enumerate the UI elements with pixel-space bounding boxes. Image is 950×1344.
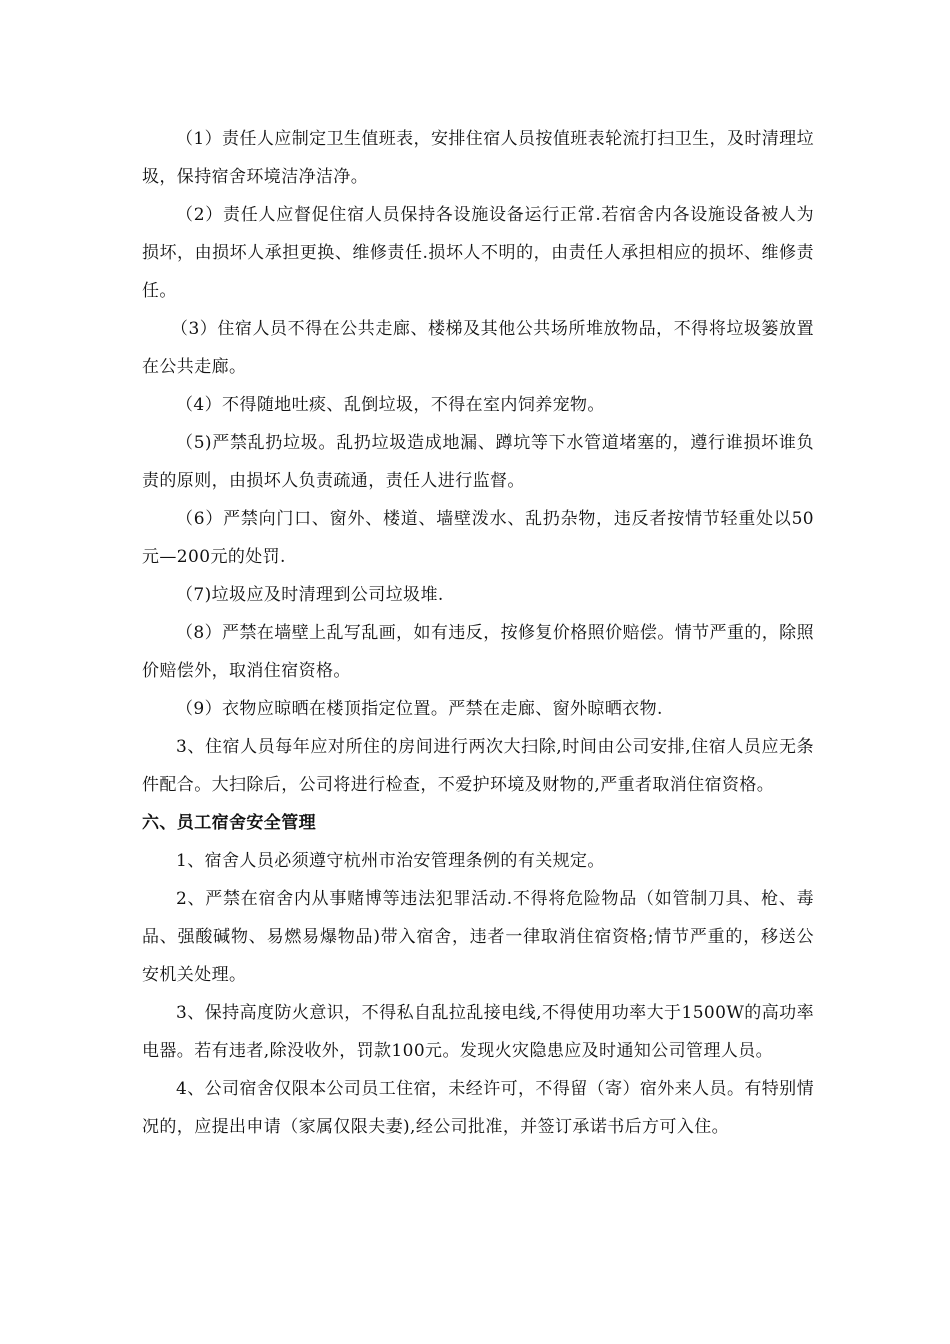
paragraph-facility-maintenance: （2）责任人应督促住宿人员保持各设施设备运行正常.若宿舍内各设施设备被人为损坏，由损坏人承担更换、维修责任.损坏人不明的，由责任人承担相应的损坏、维修责任。 bbox=[142, 205, 814, 301]
paragraph-fire-safety: 3、保持高度防火意识，不得私自乱拉乱接电线,不得使用功率大于1500W的高功率电器。若有违者,除没收外，罚款100元。发现火灾隐患应及时通知公司管理人员。 bbox=[142, 1003, 814, 1061]
paragraph-garbage-disposal: （7)垃圾应及时清理到公司垃圾堆. bbox=[176, 585, 444, 605]
paragraph-no-littering: （5)严禁乱扔垃圾。乱扔垃圾造成地漏、蹲坑等下水管道堵塞的，遵行谁损坏谁负责的原则，由损坏人负责疏通，责任人进行监督。 bbox=[142, 433, 814, 491]
paragraph-corridor-storage: （3）住宿人员不得在公共走廊、楼梯及其他公共场所堆放物品，不得将垃圾篓放置在公共走廊。 bbox=[142, 319, 814, 377]
paragraph-guest-policy: 4、公司宿舍仅限本公司员工住宿，未经许可，不得留（寄）宿外来人员。有特别情况的，应提出申请（家属仅限夫妻),经公司批准，并签订承诺书后方可入住。 bbox=[142, 1079, 814, 1137]
section-heading-dormitory-safety: 六、员工宿舍安全管理 bbox=[142, 813, 316, 833]
paragraph-annual-cleaning: 3、住宿人员每年应对所住的房间进行两次大扫除,时间由公司安排,住宿人员应无条件配合。大扫除后，公司将进行检查，不爱护环境及财物的,严重者取消住宿资格。 bbox=[142, 737, 814, 795]
paragraph-clothes-drying: （9）衣物应晾晒在楼顶指定位置。严禁在走廊、窗外晾晒衣物. bbox=[176, 699, 663, 719]
document-page bbox=[142, 120, 814, 1146]
paragraph-no-spitting-pets: （4）不得随地吐痰、乱倒垃圾，不得在室内饲养宠物。 bbox=[176, 395, 605, 415]
paragraph-hygiene-duty-roster: （1）责任人应制定卫生值班表，安排住宿人员按值班表轮流打扫卫生，及时清理垃圾，保持宿舍环境洁净洁净。 bbox=[142, 129, 814, 187]
paragraph-no-graffiti: （8）严禁在墙壁上乱写乱画，如有违反，按修复价格照价赔偿。情节严重的，除照价赔偿外，取消住宿资格。 bbox=[142, 623, 814, 681]
paragraph-no-illegal-activities: 2、严禁在宿舍内从事赌博等违法犯罪活动.不得将危险物品（如管制刀具、枪、毒品、强酸碱物、易燃易爆物品)带入宿舍，违者一律取消住宿资格;情节严重的，移送公安机关处理。 bbox=[142, 889, 814, 985]
paragraph-security-regulations: 1、宿舍人员必须遵守杭州市治安管理条例的有关规定。 bbox=[176, 851, 605, 871]
paragraph-no-splashing-penalty: （6）严禁向门口、窗外、楼道、墙壁泼水、乱扔杂物，违反者按情节轻重处以50元—200元的处罚. bbox=[142, 509, 814, 567]
